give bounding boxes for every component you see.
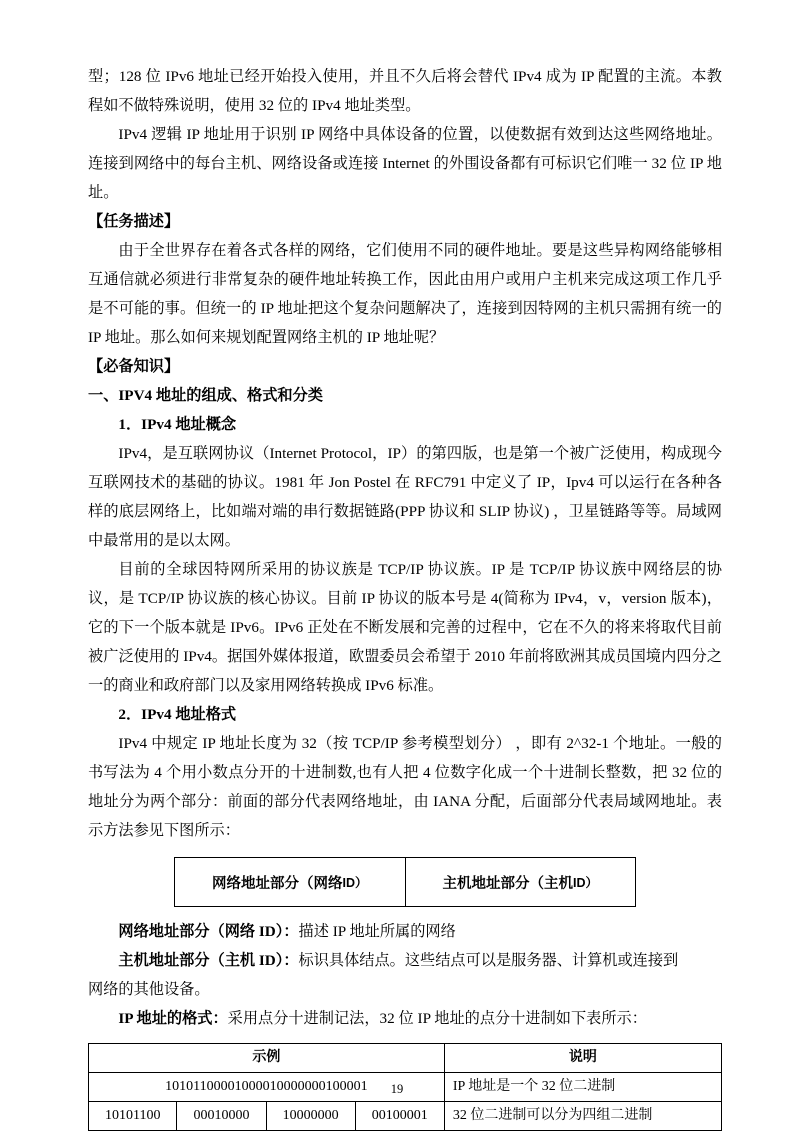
definition-host-id <box>88 946 722 975</box>
table-header-description: 说明 <box>444 1044 721 1073</box>
table-row <box>89 1102 722 1131</box>
definition-host-id-term: 主机地址部分（主机 ID）： <box>118 952 299 969</box>
page-number: 19 <box>390 1082 404 1096</box>
ip-address-structure-diagram <box>88 857 722 907</box>
paragraph-4: IPv4，是互联网协议（Internet Protocol，IP）的第四版，也是第一个被广泛使用，构成现今互联网技术的基础的协议。1981 年 Jon Postel 在 RFC791 中定义了 IP，Ipv4 可以运行在各种各样的底层网络上，比如端对端的串行数据链路(PPP 协议和 SLIP 协议) ，卫星链路等等。局域网中最常用的是以太网。 <box>88 445 722 549</box>
task-description-heading: 【任务描述】 <box>88 213 180 230</box>
paragraph-1: 型；128 位 IPv6 地址已经开始投入使用，并且不久后将会替代 IPv4 成为 IP 配置的主流。本教程如不做特殊说明，使用 32 位的 IPv4 地址类型。 <box>88 68 722 114</box>
definition-network-id-text: 描述 IP 地址所属的网络 <box>298 923 456 940</box>
diagram-network-id-text: ID） <box>342 876 368 890</box>
diagram-box <box>174 857 636 907</box>
table-cell-description-1: IP 地址是一个 32 位二进制 <box>444 1073 721 1102</box>
subsection-heading-2: 2．IPv4 地址格式 <box>118 706 237 723</box>
diagram-cell-host-id <box>405 858 636 906</box>
paragraph-6: IPv4 中规定 IP 地址长度为 32（按 TCP/IP 参考模型划分） ，即有 2^32-1 个地址。一般的书写法为 4 个用小数点分开的十进制数,也有人把 4 位数字化成一个十进制长整数，把 32 位的地址分为两个部分：前面的部分代表网络地址，由 IANA 分配，后面部分代表局域网地址。表示方法参见下图所示： <box>88 735 722 839</box>
paragraph-3: 由于全世界存在着各式各样的网络，它们使用不同的硬件地址。要是这些异构网络能够相互通信就必须进行非常复杂的硬件地址转换工作，因此由用户或用户主机来完成这项工作几乎是不可能的事。但统一的 IP 地址把这个复杂问题解决了，连接到因特网的主机只需拥有统一的 IP 地址。那么如何来规划配置网络主机的 IP 地址呢？ <box>88 242 722 346</box>
table-header-example: 示例 <box>89 1044 445 1073</box>
table-cell-octet-3: 10000000 <box>266 1102 355 1131</box>
required-knowledge-heading: 【必备知识】 <box>88 358 180 375</box>
definition-host-id-text: 标识具体结点。这些结点可以是服务器、计算机或连接到 <box>298 952 679 969</box>
section-heading-1: 一、IPV4 地址的组成、格式和分类 <box>88 387 323 404</box>
table-cell-octet-1: 10101100 <box>89 1102 177 1131</box>
diagram-host-id-text: ID） <box>572 876 598 890</box>
table-cell-full-binary: 10101100001000010000000100001 <box>89 1073 445 1102</box>
diagram-host-label: 主机地址部分（主机 <box>442 875 573 892</box>
table-header-row <box>89 1044 722 1073</box>
paragraph-5: 目前的全球因特网所采用的协议族是 TCP/IP 协议族。IP 是 TCP/IP 协议族中网络层的协议，是 TCP/IP 协议族的核心协议。目前 IP 协议的版本号是 4(简称为 IPv4，v，version 版本)，它的下一个版本就是 IPv6。IPv6 正处在不断发展和完善的过程中，它在不久的将来将取代目前被广泛使用的 IPv4。据国外媒体报道，欧盟委员会希望于 2010 年前将欧洲其成员国境内四分之一的商业和政府部门以及家用网络转换成 IPv6 标准。 <box>88 561 722 694</box>
definition-network-id-term: 网络地址部分（网络 ID）： <box>118 923 299 940</box>
diagram-cell-network-id <box>175 858 405 906</box>
definition-ip-format <box>88 1004 722 1033</box>
subsection-heading-1: 1．IPv4 地址概念 <box>118 416 237 433</box>
definition-network-id <box>88 917 722 946</box>
definition-host-id-continued: 网络的其他设备。 <box>88 981 210 998</box>
definition-ip-format-term: IP 地址的格式： <box>118 1010 228 1027</box>
definition-ip-format-text: 采用点分十进制记法，32 位 IP 地址的点分十进制如下表所示： <box>227 1010 647 1027</box>
table-cell-description-2: 32 位二进制可以分为四组二进制 <box>444 1102 721 1131</box>
paragraph-2: IPv4 逻辑 IP 地址用于识别 IP 网络中具体设备的位置，以使数据有效到达这些网络地址。连接到网络中的每台主机、网络设备或连接 Internet 的外围设备都有可标识它们唯一 32 位 IP 地址。 <box>88 126 722 201</box>
diagram-network-label: 网络地址部分（网络 <box>211 875 343 892</box>
table-cell-octet-4: 00100001 <box>355 1102 444 1131</box>
table-cell-octet-2: 00010000 <box>177 1102 266 1131</box>
